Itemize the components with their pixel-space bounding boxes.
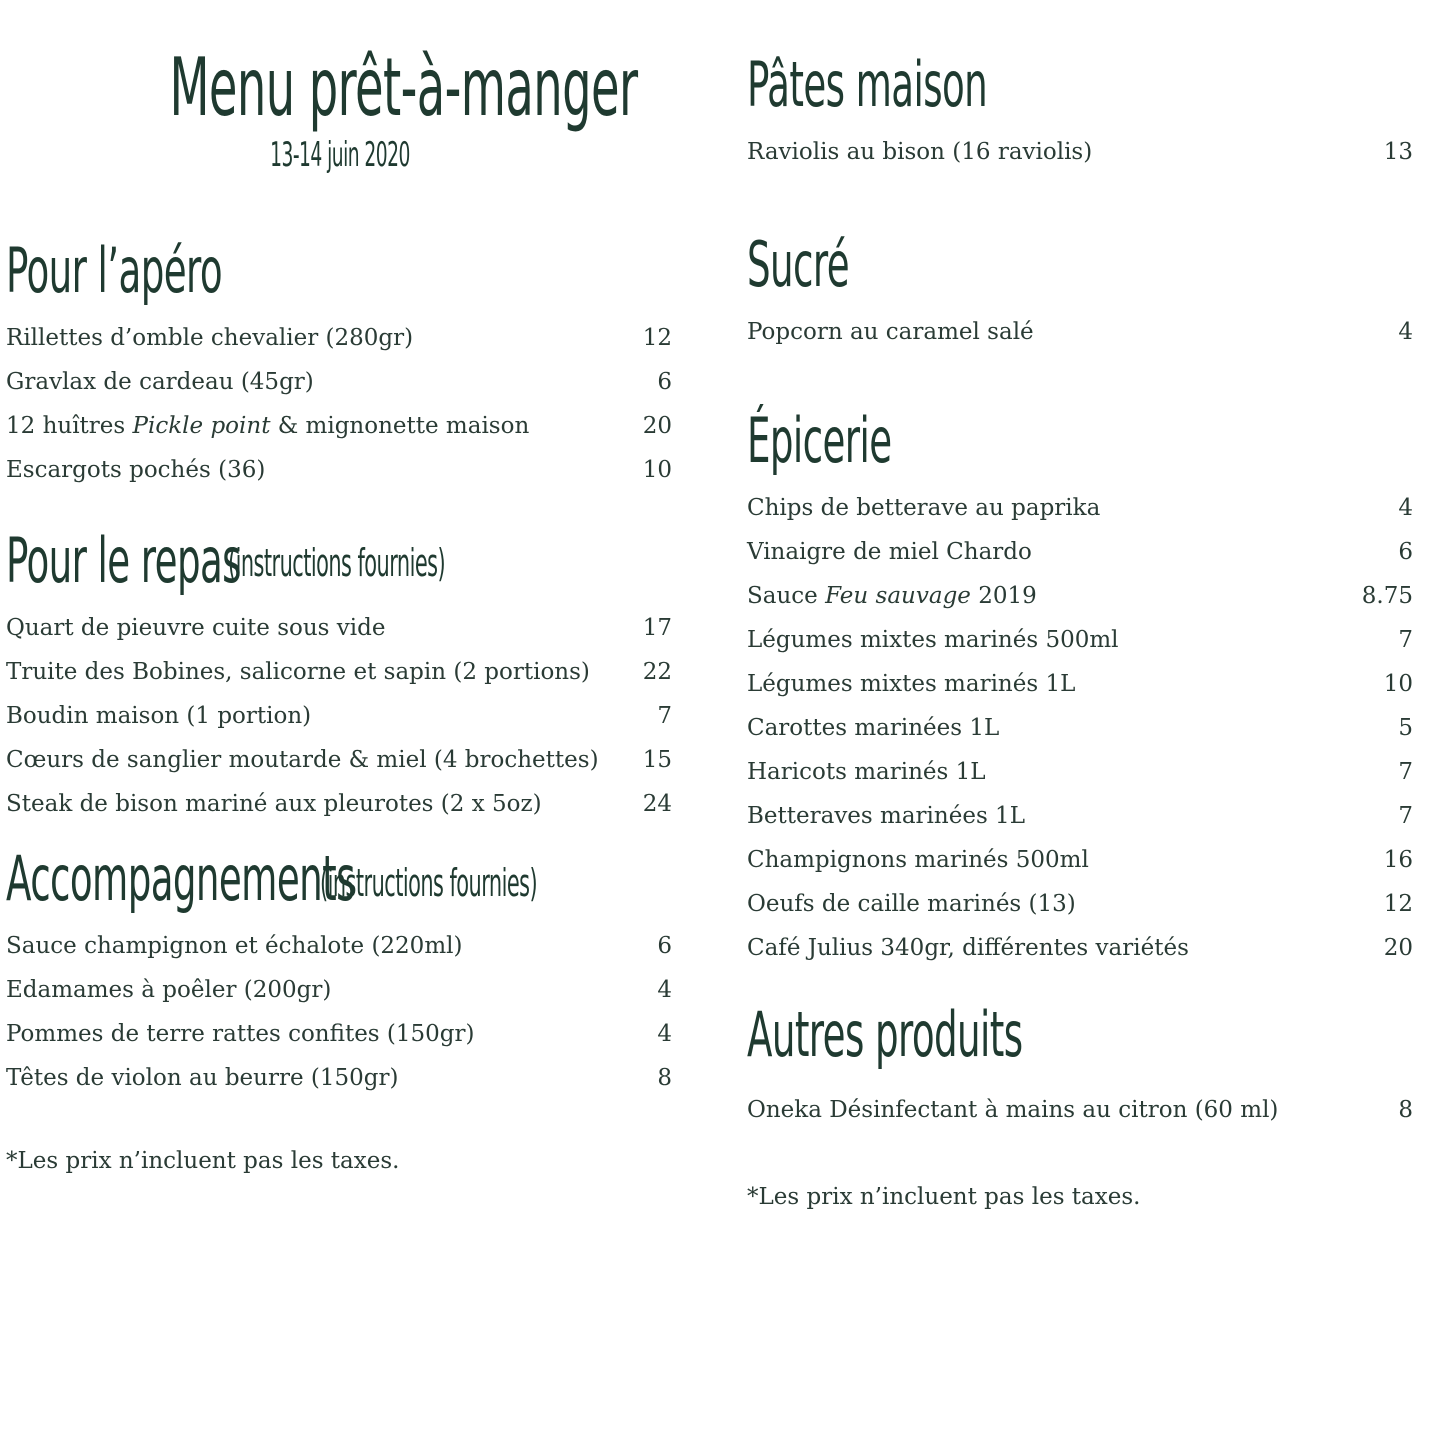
item-price: 20 [1383,935,1413,961]
list-item [747,926,1413,970]
list-item [6,738,672,782]
section-epicerie-header [747,404,1413,480]
section-repas-note: (instructions fournies) [228,541,446,585]
list-item [6,782,672,826]
list-item [747,574,1413,618]
item-name [747,574,1037,618]
section-pates-title: Pâtes maison [747,48,988,121]
section-accompagnements-title: Accompagnements [6,842,355,915]
section-accompagnements [6,842,672,1100]
section-epicerie-title: Épicerie [747,404,892,477]
item-name-pre: Sauce [747,583,826,609]
item-price: 10 [1383,671,1413,697]
section-epicerie-list [747,486,1413,970]
menu-date-block [0,135,680,175]
list-item [747,530,1413,574]
list-item [6,360,672,404]
item-name: Têtes de violon au beurre (150gr) [6,1065,399,1091]
item-name: Gravlax de cardeau (45gr) [6,369,314,395]
item-name: Popcorn au caramel salé [747,319,1034,345]
section-autres-title: Autres produits [747,998,1023,1071]
list-item [6,1056,672,1100]
item-price: 12 [1383,891,1413,917]
item-price: 13 [1383,139,1413,165]
item-price: 20 [642,413,672,439]
title-block [0,41,680,134]
item-price: 7 [1398,627,1413,653]
item-price: 4 [1398,495,1413,521]
list-item [747,486,1413,530]
section-sucre-title: Sucré [747,228,850,301]
section-accompagnements-header [6,842,672,918]
section-sucre-header [747,228,1413,304]
list-item [6,650,672,694]
item-name-italic: Feu sauvage [825,583,971,609]
list-item [747,882,1413,926]
item-price: 15 [642,747,672,773]
item-name: Steak de bison mariné aux pleurotes (2 x 5oz) [6,791,542,817]
item-name-italic: Pickle point [132,413,271,439]
item-name [6,404,529,448]
list-item [6,404,672,448]
item-name-pre: 12 huîtres [6,413,133,439]
item-name: Truite des Bobines, salicorne et sapin (2 portions) [6,659,590,685]
item-name: Sauce champignon et échalote (220ml) [6,933,463,959]
section-repas-header [6,524,672,600]
list-item [747,662,1413,706]
item-price: 4 [657,977,672,1003]
item-price: 8 [657,1065,672,1091]
list-item [6,448,672,492]
item-name: Escargots pochés (36) [6,457,266,483]
section-pates-list [747,130,1413,174]
list-item [747,130,1413,174]
item-price: 17 [642,615,672,641]
item-name: Légumes mixtes marinés 1L [747,671,1076,697]
item-name: Edamames à poêler (200gr) [6,977,332,1003]
item-name: Betteraves marinées 1L [747,803,1025,829]
menu-date: 13-14 juin 2020 [270,135,410,175]
item-name: Raviolis au bison (16 raviolis) [747,139,1093,165]
footnote-left: *Les prix n’incluent pas les taxes. [6,1148,400,1174]
section-pates [747,48,1413,174]
section-autres-list [747,1088,1413,1132]
section-pates-header [747,48,1413,124]
list-item [747,750,1413,794]
item-name: Haricots marinés 1L [747,759,986,785]
item-price: 16 [1383,847,1413,873]
section-apero-list [6,316,672,492]
section-accompagnements-list [6,924,672,1100]
item-price: 7 [657,703,672,729]
item-price: 24 [642,791,672,817]
item-price: 7 [1398,759,1413,785]
item-price: 8.75 [1361,583,1413,609]
section-repas [6,524,672,826]
menu-title: Menu prêt-à-manger [169,41,638,134]
item-name: Légumes mixtes marinés 500ml [747,627,1119,653]
item-name: Champignons marinés 500ml [747,847,1089,873]
list-item [747,1088,1413,1132]
item-name: Carottes marinées 1L [747,715,1000,741]
list-item [6,694,672,738]
item-price: 12 [642,325,672,351]
item-name: Oneka Désinfectant à mains au citron (60 ml) [747,1097,1279,1123]
list-item [747,706,1413,750]
list-item [747,618,1413,662]
item-price: 4 [657,1021,672,1047]
list-item [6,924,672,968]
section-apero [6,234,672,492]
section-apero-title: Pour l’apéro [6,234,223,307]
item-price: 4 [1398,319,1413,345]
item-name: Rillettes d’omble chevalier (280gr) [6,325,414,351]
item-price: 7 [1398,803,1413,829]
item-name: Chips de betterave au paprika [747,495,1101,521]
item-price: 22 [642,659,672,685]
section-sucre-list [747,310,1413,354]
item-name: Boudin maison (1 portion) [6,703,312,729]
item-price: 10 [642,457,672,483]
item-price: 6 [657,933,672,959]
list-item [6,968,672,1012]
section-accompagnements-note: (instructions fournies) [320,861,538,905]
item-name: Pommes de terre rattes confites (150gr) [6,1021,475,1047]
list-item [6,1012,672,1056]
item-name: Oeufs de caille marinés (13) [747,891,1076,917]
list-item [747,838,1413,882]
section-epicerie [747,404,1413,970]
list-item [6,316,672,360]
list-item [747,794,1413,838]
item-price: 8 [1398,1097,1413,1123]
item-price: 5 [1398,715,1413,741]
section-autres [747,998,1413,1132]
item-price: 6 [1398,539,1413,565]
section-autres-header [747,998,1413,1074]
section-apero-header [6,234,672,310]
item-name-post: 2019 [970,583,1037,609]
item-name: Quart de pieuvre cuite sous vide [6,615,386,641]
list-item [6,606,672,650]
item-name: Cœurs de sanglier moutarde & miel (4 brochettes) [6,747,599,773]
item-name: Vinaigre de miel Chardo [747,539,1032,565]
item-name: Café Julius 340gr, différentes variétés [747,935,1189,961]
section-repas-title: Pour le repas [6,524,241,597]
section-repas-list [6,606,672,826]
footnote-right: *Les prix n’incluent pas les taxes. [747,1184,1141,1210]
section-sucre [747,228,1413,354]
item-price: 6 [657,369,672,395]
list-item [747,310,1413,354]
item-name-post: & mignonette maison [270,413,530,439]
